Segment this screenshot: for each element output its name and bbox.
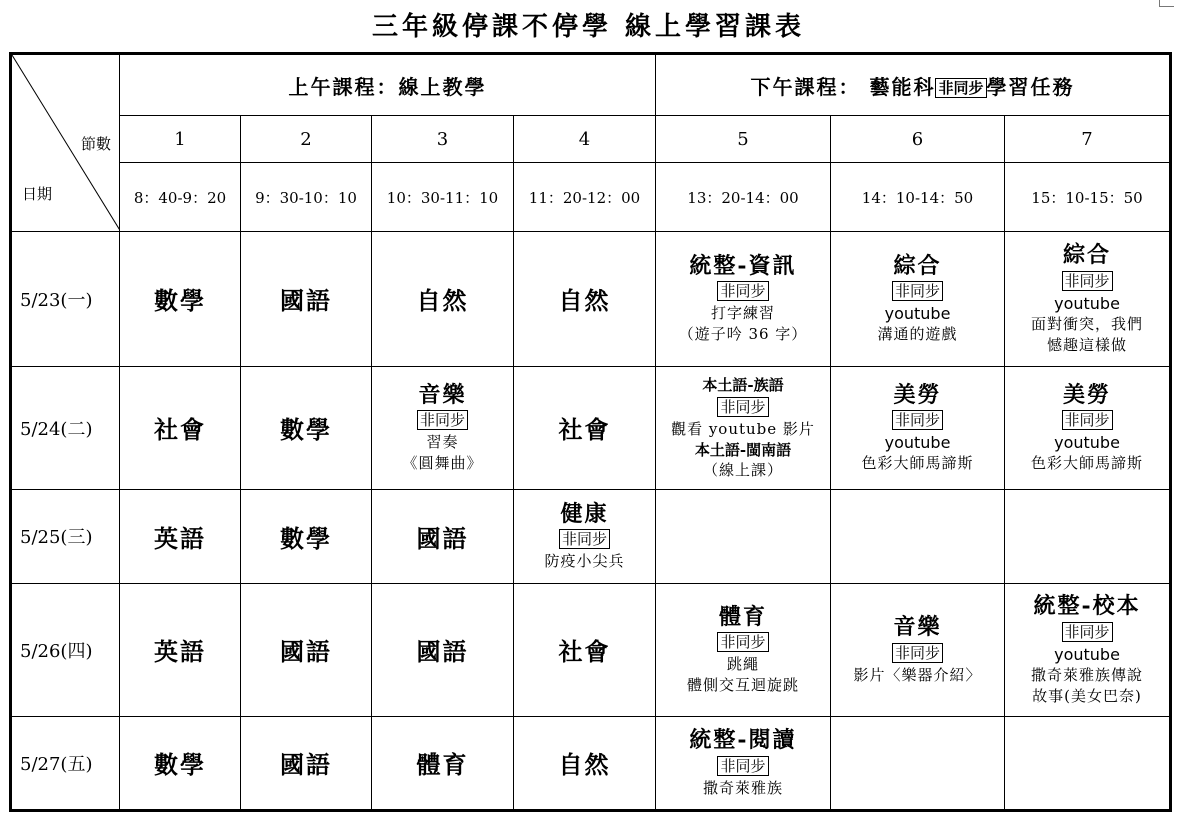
empty-cell [656, 489, 831, 583]
corner-header-cell [11, 54, 120, 232]
class-cell: 英語 [120, 489, 241, 583]
class-note: 防疫小尖兵 [544, 552, 625, 571]
class-note: 面對衝突，我們 [1031, 314, 1144, 333]
async-tag: 非同步 [892, 410, 943, 430]
afternoon-header-prefix: 下午課程： 藝能科 [750, 74, 936, 99]
class-note: 體側交互迴旋跳 [686, 676, 799, 695]
class-title: 音樂 [418, 381, 467, 408]
period-4: 4 [514, 116, 656, 163]
corner-date-label: 日期 [22, 185, 53, 203]
class-title: 綜合 [1063, 242, 1112, 269]
date-cell: 5/23(一) [11, 231, 120, 367]
class-cell: 國語 [241, 716, 372, 810]
class-title: 美勞 [1063, 381, 1112, 408]
class-cell [1005, 231, 1171, 367]
class-cell: 國語 [241, 584, 372, 717]
async-tag: 非同步 [935, 78, 986, 98]
class-title: 本土語-族語 [702, 375, 784, 394]
class-cell [831, 367, 1005, 489]
class-note: 色彩大師馬諦斯 [1031, 454, 1144, 473]
morning-header: 上午課程：線上教學 [120, 54, 656, 116]
class-cell [656, 716, 831, 810]
class-note: youtube [884, 304, 951, 324]
class-cell: 英語 [120, 584, 241, 717]
async-tag: 非同步 [1062, 622, 1113, 642]
class-cell [514, 489, 656, 583]
period-5: 5 [656, 116, 831, 163]
class-note: 《圓舞曲》 [402, 454, 483, 473]
class-cell: 數學 [241, 367, 372, 489]
date-cell: 5/26(四) [11, 584, 120, 717]
class-cell [656, 231, 831, 367]
class-title: 美勞 [893, 381, 942, 408]
period-3: 3 [372, 116, 514, 163]
schedule-table [9, 52, 1172, 812]
class-note: 撒奇萊雅族 [702, 778, 783, 797]
time-slot-3: 10：30-11：10 [372, 163, 514, 231]
class-title: 本土語-閩南語 [694, 441, 792, 460]
time-slot-2: 9：30-10：10 [241, 163, 372, 231]
class-note: 故事(美女巴奈) [1032, 686, 1142, 705]
period-7: 7 [1005, 116, 1171, 163]
class-cell [656, 367, 831, 489]
class-note: youtube [1054, 433, 1120, 453]
afternoon-header-suffix: 學習任務 [986, 74, 1075, 99]
afternoon-header [656, 54, 1171, 116]
class-note: 溝通的遊戲 [877, 325, 958, 344]
class-note: 觀看 youtube 影片 [671, 420, 815, 439]
async-tag: 非同步 [1062, 410, 1113, 430]
period-6: 6 [831, 116, 1005, 163]
date-cell: 5/24(二) [11, 367, 120, 489]
class-cell [1005, 584, 1171, 717]
class-cell: 自然 [514, 716, 656, 810]
class-title: 音樂 [893, 614, 942, 641]
class-cell: 社會 [120, 367, 241, 489]
class-note: 撒奇萊雅族傳說 [1031, 665, 1144, 684]
time-slot-6: 14：10-14：50 [831, 163, 1005, 231]
class-title: 統整-資訊 [689, 252, 797, 279]
page-title: 三年級停課不停學 線上學習課表 [371, 12, 806, 42]
time-slot-1: 8：40-9：20 [120, 163, 241, 231]
period-1: 1 [120, 116, 241, 163]
class-cell: 數學 [120, 716, 241, 810]
class-note: （遊子吟 36 字） [678, 325, 808, 344]
class-cell: 國語 [372, 584, 514, 717]
async-tag: 非同步 [892, 643, 943, 663]
time-slot-5: 13：20-14：00 [656, 163, 831, 231]
class-cell [1005, 367, 1171, 489]
class-note: youtube [884, 433, 951, 453]
class-title: 健康 [560, 500, 609, 527]
class-note: 憾趣這樣做 [1047, 335, 1128, 354]
date-cell: 5/25(三) [11, 489, 120, 583]
class-note: 打字練習 [710, 304, 775, 323]
class-note: 跳繩 [726, 655, 759, 674]
async-tag: 非同步 [717, 281, 768, 301]
class-cell [831, 584, 1005, 717]
class-cell: 社會 [514, 367, 656, 489]
time-slot-4: 11：20-12：00 [514, 163, 656, 231]
class-cell: 國語 [241, 231, 372, 367]
async-tag: 非同步 [417, 410, 468, 430]
class-note: 習奏 [426, 433, 459, 452]
class-cell [831, 231, 1005, 367]
empty-cell [831, 489, 1005, 583]
empty-cell [1005, 716, 1171, 810]
async-tag: 非同步 [717, 397, 768, 417]
class-cell [372, 367, 514, 489]
async-tag: 非同步 [717, 632, 768, 652]
period-2: 2 [241, 116, 372, 163]
class-title: 統整-校本 [1033, 593, 1141, 620]
class-cell: 數學 [120, 231, 241, 367]
async-tag: 非同步 [717, 756, 768, 776]
class-note: youtube [1054, 293, 1120, 313]
class-cell: 數學 [241, 489, 372, 583]
empty-cell [831, 716, 1005, 810]
class-cell [656, 584, 831, 717]
class-title: 統整-閱讀 [689, 727, 797, 754]
class-cell: 自然 [514, 231, 656, 367]
class-cell: 社會 [514, 584, 656, 717]
async-tag: 非同步 [1062, 271, 1113, 291]
class-title: 綜合 [893, 252, 942, 279]
class-title: 體育 [718, 603, 767, 630]
class-note: youtube [1054, 644, 1120, 664]
class-cell: 國語 [372, 489, 514, 583]
class-cell: 體育 [372, 716, 514, 810]
class-note: 影片〈樂器介紹〉 [853, 665, 982, 684]
time-slot-7: 15：10-15：50 [1005, 163, 1171, 231]
empty-cell [1005, 489, 1171, 583]
window-corner-mark [1159, 0, 1174, 7]
class-note: （線上課） [702, 461, 783, 480]
async-tag: 非同步 [559, 529, 610, 549]
class-note: 色彩大師馬諦斯 [861, 454, 974, 473]
class-cell: 自然 [372, 231, 514, 367]
date-cell: 5/27(五) [11, 716, 120, 810]
async-tag: 非同步 [892, 281, 943, 301]
corner-period-label: 節數 [80, 135, 111, 153]
